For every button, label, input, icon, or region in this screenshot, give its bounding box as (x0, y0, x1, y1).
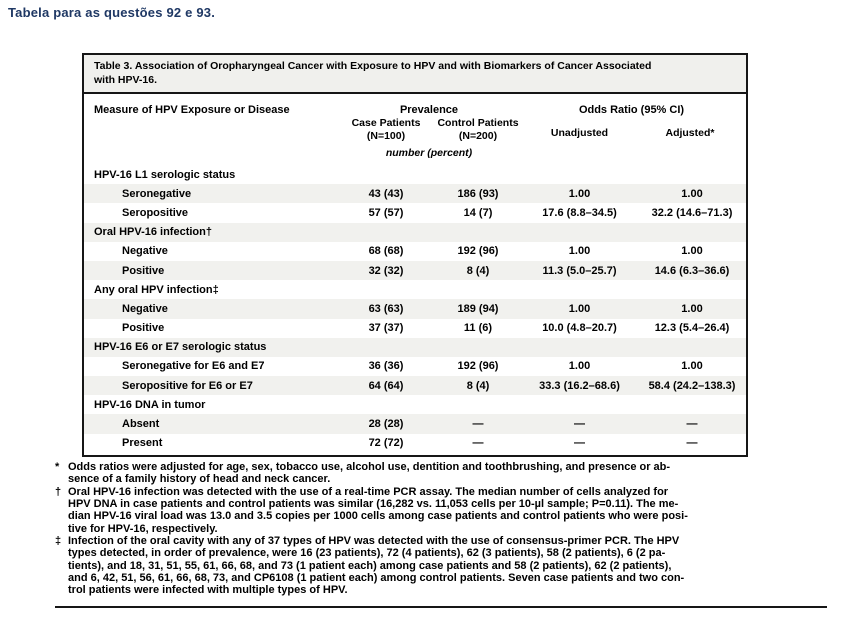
footnote-line: trol patients were infected with multiple types of HPV. (68, 584, 348, 597)
cell-control: 192 (96) (457, 245, 499, 258)
cell-case: 72 (72) (368, 437, 404, 450)
header-control-patients (428, 117, 528, 142)
cell-control: 186 (93) (457, 187, 499, 200)
table-title (84, 55, 746, 94)
table-row (84, 261, 746, 280)
row-label: Negative (122, 245, 168, 258)
cell-case: 57 (57) (368, 206, 404, 219)
table-row (84, 242, 746, 261)
cell-case: 36 (36) (368, 360, 404, 373)
table-row-group (84, 338, 746, 357)
cell-unadjusted: 10.0 (4.8–20.7) (542, 322, 617, 335)
row-label: Absent (122, 418, 160, 431)
row-label: Negative (122, 302, 168, 315)
row-label: HPV-16 DNA in tumor (94, 398, 206, 411)
header-units: number (percent) (385, 147, 473, 159)
cell-control: 189 (94) (457, 302, 499, 315)
footnote-line: tive for HPV-16, respectively. (68, 522, 218, 535)
footnote-text (68, 486, 688, 535)
row-label: Any oral HPV infection‡ (94, 283, 219, 296)
cell-adjusted: 1.00 (681, 187, 703, 200)
table-row-group (84, 223, 746, 242)
footnote-line: HPV DNA in case patients and control patients was similar (16,282 vs. 11,053 cells per 10-µl sample; P=0.11). The me- (68, 498, 679, 511)
table-row (84, 184, 746, 203)
cell-adjusted: — (686, 418, 698, 431)
cell-adjusted: 58.4 (24.2–138.3) (648, 379, 736, 392)
cell-unadjusted: 1.00 (568, 187, 591, 200)
header-prevalence: Prevalence (399, 104, 459, 116)
cell-unadjusted: 11.3 (5.0–25.7) (542, 264, 617, 277)
table-row (84, 414, 746, 433)
cell-unadjusted: 1.00 (568, 245, 591, 258)
cell-adjusted: 1.00 (681, 302, 703, 315)
cell-adjusted: 1.00 (681, 245, 703, 258)
table-row (84, 376, 746, 395)
cell-case: 32 (32) (368, 264, 404, 277)
cell-case: 68 (68) (368, 245, 404, 258)
footnote-line: Oral HPV-16 infection was detected with the use of a real-time PCR assay. The median number of cells analyzed for (68, 485, 669, 498)
header-odds-ratio: Odds Ratio (95% CI) (578, 104, 685, 116)
footnote-line: Infection of the oral cavity with any of 37 types of HPV was detected with the use of consensus-primer PCR. The HPV (68, 535, 680, 548)
row-label: Seronegative for E6 and E7 (122, 360, 265, 373)
header-control-patients-n: (N=200) (458, 129, 498, 142)
footnote-asterisk (55, 461, 688, 486)
table-row (84, 319, 746, 338)
row-label: Present (122, 437, 163, 450)
footnote-line: types detected, in order of prevalence, were 16 (23 patients), 72 (4 patients), 62 (3 patients), 58 (2 patients), 6 (2 pa- (68, 547, 666, 560)
row-label: Seropositive for E6 or E7 (122, 379, 253, 392)
header-case-patients-n: (N=100) (366, 129, 406, 142)
cell-control: — (472, 418, 484, 431)
cell-case: 37 (37) (368, 322, 404, 335)
cell-unadjusted: 17.6 (8.8–34.5) (542, 206, 617, 219)
cell-control: 11 (6) (463, 322, 493, 335)
bottom-rule (55, 606, 827, 608)
cell-adjusted: 12.3 (5.4–26.4) (654, 322, 730, 335)
footnote-line: Odds ratios were adjusted for age, sex, tobacco use, alcohol use, dentition and toothbrushing, and presence or ab- (68, 461, 671, 473)
footnote-line: and 6, 42, 51, 56, 61, 66, 68, 73, and CP6108 (1 patient each) among control patients. Seven case patients and two con- (68, 572, 685, 585)
cell-adjusted: 1.00 (681, 360, 703, 373)
table-title-line-1: Table 3. Association of Oropharyngeal Cancer with Exposure to HPV and with Biomarkers of Cancer Associated (94, 60, 652, 72)
cell-control: 8 (4) (466, 379, 490, 392)
cell-unadjusted: — (574, 437, 585, 450)
table-row-group (84, 280, 746, 299)
row-label: Seropositive (122, 206, 189, 219)
cell-adjusted: 14.6 (6.3–36.6) (654, 264, 730, 277)
header-case-patients (337, 117, 435, 142)
footnote-line: sence of a family history of head and neck cancer. (68, 473, 331, 486)
cell-control: 8 (4) (466, 264, 490, 277)
row-label: Positive (122, 322, 165, 335)
cell-unadjusted: 1.00 (568, 360, 591, 373)
cell-unadjusted: — (574, 418, 585, 431)
footnote-marker: ‡ (55, 535, 62, 548)
cell-case: 64 (64) (368, 379, 404, 392)
cell-unadjusted: 1.00 (568, 302, 591, 315)
table-row (84, 357, 746, 376)
header-unadjusted: Unadjusted (550, 127, 609, 139)
table-row-group (84, 395, 746, 414)
footnotes (55, 461, 688, 597)
row-label: HPV-16 L1 serologic status (94, 168, 236, 181)
footnote-marker: * (55, 461, 60, 473)
footnote-text (68, 461, 670, 486)
header-case-patients-label: Case Patients (351, 117, 421, 129)
cell-unadjusted: 33.3 (16.2–68.6) (539, 379, 620, 392)
row-label: Seronegative (122, 187, 192, 200)
cell-adjusted: 32.2 (14.6–71.3) (651, 206, 733, 219)
cell-case: 28 (28) (368, 418, 404, 431)
footnote-line: tients), and 18, 31, 51, 55, 61, 66, 68, and 73 (1 patient each) among case patients and 58 (2 patients), 62 (2 patients), (68, 559, 672, 572)
footnote-marker: † (55, 485, 62, 498)
table-row-group (84, 165, 746, 184)
cell-adjusted: — (686, 437, 698, 450)
footnote-text (68, 535, 684, 597)
cell-case: 43 (43) (368, 187, 404, 200)
footnote-dagger (55, 486, 688, 535)
cell-control: — (472, 437, 484, 450)
header-measure: Measure of HPV Exposure or Disease (94, 104, 290, 116)
nejm-table (82, 53, 748, 457)
header-control-patients-label: Control Patients (437, 117, 519, 129)
table-row (84, 299, 746, 318)
document-caption: Tabela para as questões 92 e 93. (8, 5, 216, 20)
column-headers (84, 94, 746, 165)
footnote-double-dagger (55, 535, 688, 597)
footnote-line: dian HPV-16 viral load was 13.0 and 3.5 copies per 1000 cells among case patients and control patients who were posi- (68, 510, 688, 523)
cell-control: 192 (96) (457, 360, 499, 373)
table-row (84, 203, 746, 222)
table-body (84, 165, 746, 455)
table-title-line-2: with HPV-16. (94, 73, 158, 86)
row-label: Oral HPV-16 infection† (94, 226, 212, 239)
row-label: Positive (122, 264, 165, 277)
cell-control: 14 (7) (463, 206, 493, 219)
row-label: HPV-16 E6 or E7 serologic status (94, 341, 267, 354)
cell-case: 63 (63) (368, 302, 404, 315)
header-adjusted: Adjusted* (665, 127, 715, 139)
table-row (84, 434, 746, 453)
